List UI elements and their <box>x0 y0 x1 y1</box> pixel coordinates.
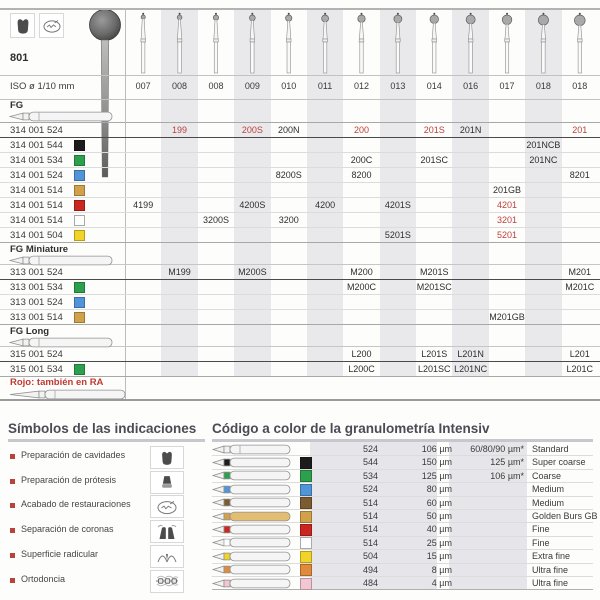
cell-value: 4200S <box>239 200 266 210</box>
iso-size: 018 <box>572 81 588 91</box>
row-rule <box>0 167 600 168</box>
grit-code: 514 <box>362 497 378 508</box>
grit-size: 8 µm <box>431 564 452 575</box>
cell-value: 8200 <box>351 170 372 180</box>
cell-value: 4200 <box>315 200 336 210</box>
cell-value: L201N <box>457 349 484 359</box>
iso-size: 013 <box>390 81 406 91</box>
row-code: 314 001 514 <box>10 185 63 196</box>
cell-value: 201NCB <box>526 140 561 150</box>
grit-size: 40 µm <box>426 524 452 535</box>
gold-color-chip <box>74 312 85 323</box>
cell-value: 200S <box>241 125 263 135</box>
grit-alt-size: 125 µm* <box>490 457 524 468</box>
symbol-bullet <box>10 553 15 558</box>
grit-code: 514 <box>362 524 378 535</box>
restoration-oval-glyph <box>42 16 62 36</box>
grit-bur-icon <box>212 563 292 576</box>
black-color-chip <box>300 457 312 469</box>
cell-value: 5201S <box>384 230 411 240</box>
cell-value: 4199 <box>133 200 154 210</box>
grit-size: 80 µm <box>426 484 452 495</box>
cell-value: 199 <box>172 125 188 135</box>
cell-value: M201S <box>419 267 449 277</box>
gold-color-chip <box>74 185 85 196</box>
grit-size: 4 µm <box>431 578 452 588</box>
symbol-bullet <box>10 528 15 533</box>
row-code: 313 001 534 <box>10 282 63 293</box>
green-color-chip <box>74 364 85 375</box>
row-code: 314 001 534 <box>10 155 63 166</box>
symbol-label: Acabado de restauraciones <box>21 499 131 510</box>
cell-value: 201NC <box>529 155 558 165</box>
cell-value: 3200S <box>202 215 229 225</box>
row-code: 315 001 534 <box>10 364 63 375</box>
iso-size: 016 <box>463 81 479 91</box>
symbol-bullet <box>10 454 15 459</box>
cell-value: 200N <box>277 125 300 135</box>
white-color-chip <box>74 215 85 226</box>
cell-value: M200 <box>350 267 373 277</box>
restoration-finish-header-icon <box>39 13 64 38</box>
cell-value: 8201 <box>569 170 590 180</box>
grit-name: Medium <box>532 484 565 495</box>
symbol-label: Ortodoncia <box>21 573 66 584</box>
series-number: 801 <box>10 52 29 64</box>
cell-value: 3201 <box>497 215 518 225</box>
tooth-crown-icon <box>150 446 184 469</box>
iso-size: 010 <box>281 81 297 91</box>
row-code: 314 001 524 <box>10 125 63 136</box>
fg-bur-icon <box>9 110 114 123</box>
grit-code: 534 <box>362 470 378 481</box>
grit-size: 25 µm <box>426 537 452 548</box>
row-code: 313 001 514 <box>10 312 63 323</box>
symbols-list <box>0 446 210 596</box>
cell-value: M201C <box>565 282 595 292</box>
grit-name: Fine <box>532 537 550 548</box>
cell-value: M200S <box>238 267 267 277</box>
grit-row-rule <box>212 589 593 590</box>
crown-separation-icon <box>150 520 184 543</box>
grit-code: 544 <box>362 457 378 468</box>
grit-bur-icon <box>212 550 292 563</box>
section-top-rule <box>0 324 600 325</box>
grit-bur-icon <box>212 496 292 509</box>
iso-size: 008 <box>208 81 224 91</box>
grit-bur-icon <box>212 443 292 456</box>
cell-value: M201 <box>568 267 592 277</box>
blue-color-chip <box>74 170 85 181</box>
grit-size: 15 µm <box>426 551 452 562</box>
table-rule <box>0 99 600 100</box>
grit-code: 514 <box>362 511 378 521</box>
grit-name: Ultra fine <box>532 564 569 575</box>
row-rule <box>0 182 600 183</box>
white-color-chip <box>300 537 312 549</box>
grit-name: Fine <box>532 524 550 535</box>
cell-value: 201 <box>572 125 588 135</box>
cell-value: M201GB <box>489 312 525 322</box>
yellow-color-chip <box>300 551 312 563</box>
grit-code: 514 <box>362 537 378 548</box>
row-code: 314 001 524 <box>10 170 63 181</box>
blue-color-chip <box>300 484 312 496</box>
red-color-chip <box>300 524 312 536</box>
symbols-panel-title: Símbolos de las indicaciones <box>8 421 197 436</box>
section-label: FG Miniature <box>10 244 69 255</box>
iso-label: ISO ø 1/10 mm <box>10 81 75 92</box>
grit-bur-icon <box>212 536 292 549</box>
iso-size: 014 <box>426 81 442 91</box>
row-rule <box>0 361 600 362</box>
fg-long-bur-icon <box>9 388 127 401</box>
cell-value: M200C <box>346 282 376 292</box>
cell-value: 5201 <box>497 230 518 240</box>
cell-value: L201S <box>421 349 448 359</box>
row-rule <box>0 294 600 295</box>
grit-bur-icon <box>212 523 292 536</box>
grit-code: 484 <box>362 578 378 588</box>
cell-value: 8200S <box>275 170 302 180</box>
grit-size: 125 µm <box>421 470 452 481</box>
cell-value: L201SC <box>417 364 451 374</box>
row-code: 314 001 514 <box>10 215 63 226</box>
grit-alt-size: 106 µm* <box>490 470 524 481</box>
row-code: 313 001 524 <box>10 297 63 308</box>
grit-size: 150 µm <box>421 457 452 468</box>
green-color-chip <box>300 470 312 482</box>
symbol-label: Preparación de cavidades <box>21 450 126 460</box>
prosthesis-icon <box>150 471 184 494</box>
cell-value: L201C <box>566 364 594 374</box>
cell-value: M201SC <box>416 282 452 292</box>
cell-value: 201GB <box>493 185 522 195</box>
tooth-crown-glyph <box>13 16 33 36</box>
section-label: FG <box>10 100 24 111</box>
row-rule <box>0 309 600 310</box>
symbol-bullet <box>10 578 15 583</box>
restoration-finish-icon <box>150 495 184 518</box>
cell-value: 4201 <box>497 200 518 210</box>
featured-bur-illustration <box>88 9 124 181</box>
row-code: 314 001 504 <box>10 230 63 241</box>
blue-color-chip <box>74 297 85 308</box>
row-code: 314 001 514 <box>10 200 63 211</box>
red-note: Rojo: también en RA <box>10 377 104 388</box>
red-color-chip <box>74 200 85 211</box>
symbols-title-underline <box>8 439 205 442</box>
grit-name: Coarse <box>532 470 562 481</box>
grit-table <box>212 442 598 592</box>
row-code: 315 001 524 <box>10 349 63 360</box>
cell-value: L200C <box>348 364 375 374</box>
row-rule <box>0 152 600 153</box>
table-rule <box>0 8 600 10</box>
row-rule <box>0 137 600 138</box>
grit-bur-icon <box>212 483 292 496</box>
cell-value: 201N <box>459 125 482 135</box>
green-color-chip <box>74 155 85 166</box>
grit-alt-size: 60/80/90 µm* <box>470 444 524 454</box>
gold-color-chip <box>300 511 312 523</box>
grit-code: 494 <box>362 564 378 575</box>
row-code: 314 001 544 <box>10 140 63 151</box>
pink-color-chip <box>300 578 312 590</box>
table-rule <box>0 75 600 76</box>
iso-size: 012 <box>353 81 369 91</box>
black-color-chip <box>74 140 85 151</box>
iso-size: 009 <box>244 81 260 91</box>
grit-name: Standard <box>532 444 569 454</box>
green-color-chip <box>74 282 85 293</box>
grit-name: Ultra fine <box>532 578 569 588</box>
iso-size: 011 <box>317 81 333 91</box>
bur-size-illustrations <box>125 9 598 75</box>
grit-name: Medium <box>532 497 565 508</box>
brown-color-chip <box>300 497 312 509</box>
orthodontics-icon <box>150 570 184 593</box>
grit-panel-title: Código a color de la granulometría Intensiv <box>212 421 490 436</box>
grit-code: 524 <box>362 444 378 454</box>
section-label: FG Long <box>10 326 50 337</box>
grit-bur-icon <box>212 510 292 523</box>
symbol-label: Superficie radicular <box>21 548 99 559</box>
row-rule <box>0 279 600 280</box>
grit-name: Super coarse <box>532 457 586 468</box>
row-rule <box>0 212 600 213</box>
fg-bur-icon <box>9 254 114 267</box>
grit-bur-icon <box>212 456 292 469</box>
cell-value: 200C <box>350 155 373 165</box>
fg-bur-icon <box>9 336 114 349</box>
cell-value: L201 <box>569 349 590 359</box>
symbol-label: Preparación de prótesis <box>21 474 117 485</box>
section-top-rule <box>0 242 600 243</box>
row-code: 313 001 524 <box>10 267 63 278</box>
iso-size: 017 <box>499 81 515 91</box>
yellow-color-chip <box>74 230 85 241</box>
grit-code: 524 <box>362 484 378 495</box>
row-rule <box>0 197 600 198</box>
cell-value: 4201S <box>384 200 411 210</box>
grit-bur-icon <box>212 469 292 482</box>
grit-size: 60 µm <box>426 497 452 508</box>
cell-value: 201SC <box>420 155 449 165</box>
orange-color-chip <box>300 564 312 576</box>
grit-size: 50 µm <box>426 511 452 521</box>
symbol-bullet <box>10 479 15 484</box>
row-rule <box>0 227 600 228</box>
grit-size: 106 µm <box>421 444 452 454</box>
grit-name: Extra fine <box>532 551 571 562</box>
grit-code: 504 <box>362 551 378 562</box>
iso-size: 007 <box>135 81 151 91</box>
iso-size: 018 <box>535 81 551 91</box>
cell-value: 200 <box>353 125 369 135</box>
cell-value: L200 <box>351 349 372 359</box>
root-surface-icon <box>150 545 184 568</box>
grit-bur-icon <box>212 577 292 590</box>
cell-value: L201NC <box>454 364 488 374</box>
cavity-prep-icon <box>10 13 35 38</box>
symbol-bullet <box>10 503 15 508</box>
grit-name: Golden Burs GB <box>532 511 598 521</box>
cell-value: M199 <box>168 267 191 277</box>
iso-size: 008 <box>172 81 188 91</box>
cell-value: 201S <box>423 125 445 135</box>
cell-value: 3200 <box>278 215 299 225</box>
symbol-label: Separación de coronas <box>21 524 114 535</box>
